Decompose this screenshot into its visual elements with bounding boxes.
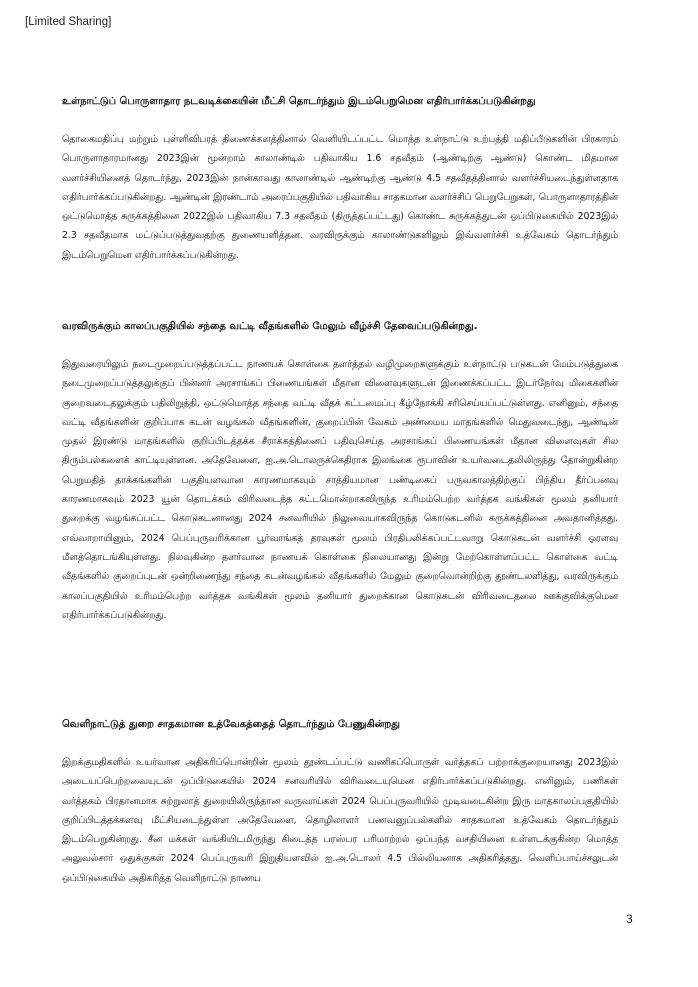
document-body <box>62 95 618 963</box>
paragraph-domestic-activity: தொகைமதிப்பு மற்றும் புள்ளிவிபரத் திணைக்களத்தினால் வெளியிடப்பட்ட மொத்த உள்நாட்டு உற்பத்தி மதிப்பீடுகளின் பிரகாரம் பொருளாதாரமானது 2023இன் மூன்றாம் காலாண்டில் பதிவாகிய 1.6 சதவீதம் (ஆண்டிற்கு ஆண்டு) கொண்ட மிதமான வளர்ச்சியினைத் தொடர்ந்து, 2023இன் நான்காவது காலாண்டில் ஆண்டிற்கு ஆண்டு 4.5 சதவீதத்தினால் வளர்ச்சியடைந்துள்ளதாக எதிர்பார்க்கப்படுகின்றது. ஆண்டின் இரண்டாம் அரைப்பகுதியில் பதிவாகிய சாதகமான வளர்ச்சிப் பெறுபேறுகள், பொருளாதாரத்தின் ஒட்டுமொத்த சுருக்கத்தினை 2022இல் பதிவாகிய 7.3 சதவீதம் (திருத்தப்பட்டது) கொண்ட சுருக்கத்துடன் ஒப்பிடுகையில் 2023இல் 2.3 சதவீதமாக மட்டுப்படுத்துவதற்கு துணையளித்தன. வரவிருக்கும் காலாண்டுகளிலும் இவ்வளர்ச்சி உத்வேகம் தொடர்ந்தும் இடம்பெறுமென எதிர்பார்க்கப்படுகின்றது. <box>62 134 618 261</box>
page-number: 3 <box>626 912 633 926</box>
section-heading-domestic-activity: உள்நாட்டுப் பொருளாதார நடவடிக்கையின் மீட்சி தொடர்ந்தும் இடம்பெறுமென எதிர்பார்க்கப்படுகின்றது <box>62 96 536 107</box>
paragraph-interest-rates: இதுவரையிலும் நடைமுறைப்படுத்தப்பட்ட நாணயக் கொள்கை தளர்த்தல் வழிமுறைகளுக்கும் உள்நாட்டு படுகடன் மேம்படுத்துகை நடைமுறைப்படுத்தலுக்குப் பின்னர் அரசாங்கப் பிணையங்கள் மீதான விளைவுகளுடன் இணைக்கப்பட்ட இடர்நேர்வு மிகைகளின் குறைவடைதலுக்கும் பதிலிறுத்தி, ஒட்டுமொத்த சந்தை வட்டி வீதக் கட்டமைப்பு கீழ்நோக்கி சரிசெய்யப்பட்டுள்ளது. எனினும், சந்தை வட்டி வீதங்களின் குறிப்பாக கடன் வழங்கல் வீதங்களின், குறைப்பின் வேகம் அண்மைய மாதங்களில் மெதுவடைந்து, ஆண்டின் முதல் இரண்டு மாதங்களில் குறிப்பிடத்தக்க சீராக்கத்தினைப் பதிவுசெய்த அரசாங்கப் பிணையங்கள் மீதான விளைவுகள் சில திரும்பல்களைக் காட்டியுள்ளன. அதேவேளை, ஐ.அ.டொலருக்கெதிராக இலங்கை ரூபாவின் உயர்வடைதலிலிருந்து தோன்றுகின்ற பெறுமதித் தாக்கங்களின் பகுதியளவான காரணமாகவும் சாத்தியமான பண்டிகைப் பருவகாலத்திற்குப் பிந்திய தீர்ப்பனவு காரணமாகவும் 2023 யூன் தொடக்கம் விரிவடைந்த கட்டமொன்றாகவிருந்த உரிமம்பெற்ற வர்த்தக வங்கிகள் மூலம் தனியார் துறைக்கு வழங்கப்பட்ட கொடுகடனானது 2024 சனவரியில் நிலுவையாகவிருந்த கொடுகடனில் சுருக்கத்தினை அவதானித்தது. எவ்வாறாயினும், 2024 பெப்புருவரிக்கான பூர்வாங்கத் தரவுகள் மூலம் பிரதிபலிக்கப்பட்டவாறு கொடுகடன் வளர்ச்சி ஓரளவு மீளத்தொடங்கியுள்ளது. நிலவுகின்ற தளர்வான நாணயக் கொள்கை நிலையானது இன்று மேற்கொள்ளப்பட்ட கொள்கை வட்டி வீதங்களில் குறைப்புடன் ஒன்றிணைந்து சந்தை கடன்வழங்கல் வீதங்களில் மேலும் குறைவொன்றிற்கு தூண்டலளித்து, வரவிருக்கும் காலப்பகுதியில் உரிமம்பெற்ற வர்த்தக வங்கிகள் மூலம் தனியார் துறைக்கான கொடுகடன் விரிவடைதலை ஊக்குவிக்குமென எதிர்பார்க்கப்படுகின்றது. <box>62 359 618 621</box>
section-heading-external-sector: வெளிநாட்டுத் துறை சாதகமான உத்வேகத்தைத் தொடர்ந்தும் பேணுகின்றது <box>62 719 400 730</box>
classification-label: [Limited Sharing] <box>25 16 112 28</box>
section-heading-interest-rates: வரவிருக்கும் காலப்பகுதியில் சந்தை வட்டி வீதங்களில் மேலும் வீழ்ச்சி தேவைப்படுகின்றது. <box>62 321 478 332</box>
paragraph-external-sector: இறக்குமதிகளில் உயர்வான அதிகரிப்பொன்றின் மூலம் தூண்டப்பட்டு வணிகப்பொருள் வர்த்தகப் பற்றாக்குறையானது 2023இல் அடையப்பெற்றவையுடன் ஒப்பிடுகையில் 2024 சனவரியில் விரிவடையுமென எதிர்பார்க்கப்படுகின்றது. எனினும், பணிகள் வர்த்தகம் பிரதானமாக சுற்றுலாத் துறையிலிருந்தான வருவாய்கள் 2024 பெப்புருவரியில் முடிவடைகின்ற இரு மாதகாலப்பகுதியில் குறிப்பிடத்தக்களவு மீட்சியடைந்துள்ள அதேவேளை, தொழிலாளர் பணவனுப்பல்களில் சாதகமான உத்வேகம் தொடர்ந்தும் இடம்பெறுகின்றது. சீன மக்கள் வங்கியிடமிருந்து கிடைத்த பரஸ்பர பரிமாற்றல் ஒப்பந்த வசதியினை உள்ளடக்குகின்ற மொத்த அலுவல்சார் ஒதுக்குகள் 2024 பெப்புருவரி இறுதியளவில் ஐ.அ.டொலர் 4.5 பில்லியனாக அதிகரித்தது. வெளிப்பாய்ச்சலுடன் ஒப்பிடுகையில் அதிகரித்த வெளிநாட்டு நாணய <box>62 757 618 884</box>
